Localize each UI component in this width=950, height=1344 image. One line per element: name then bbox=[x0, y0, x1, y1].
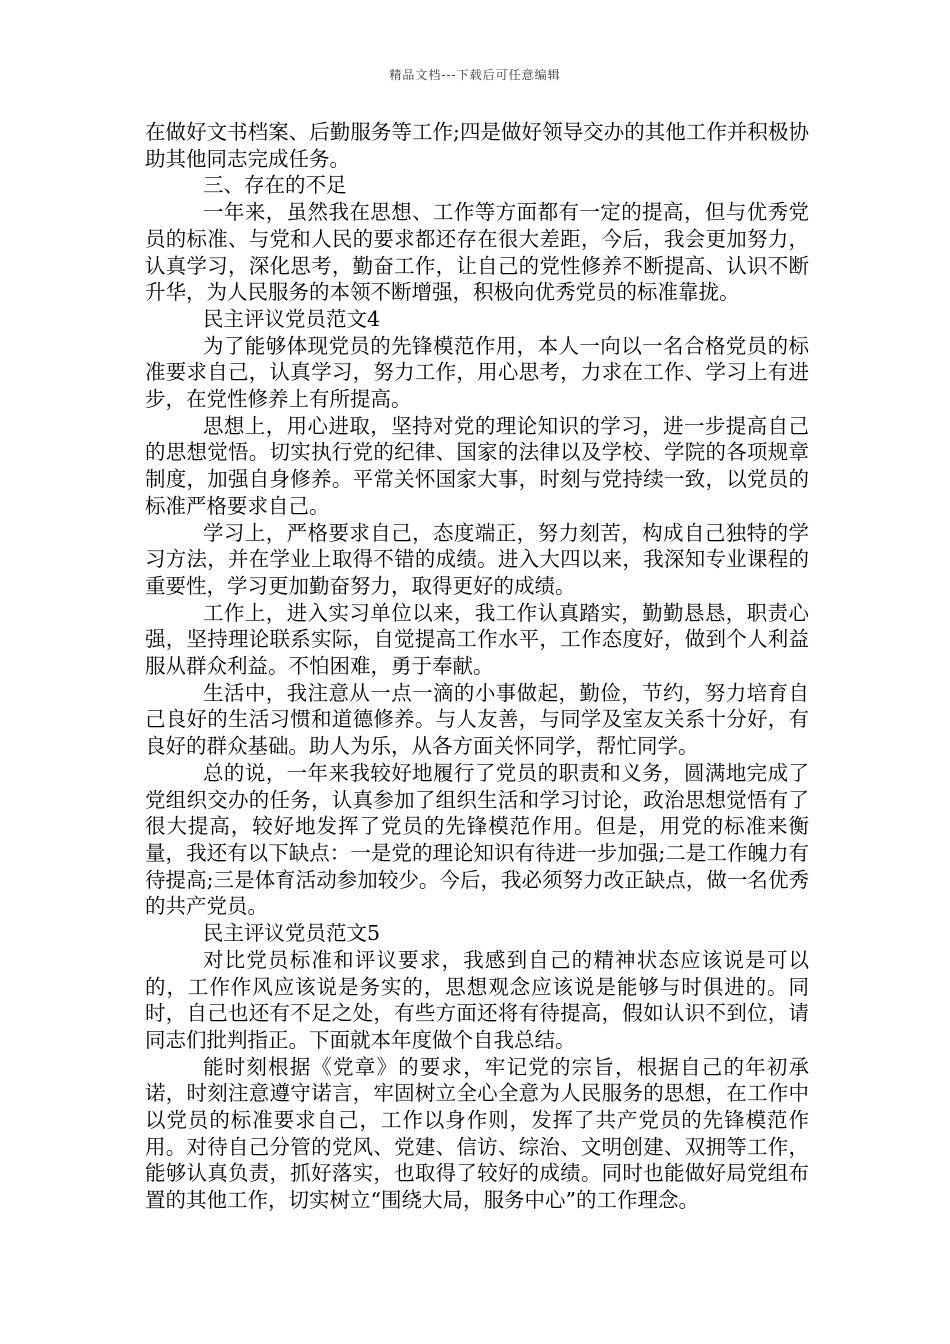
paragraph-summary: 总的说，一年来我较好地履行了党员的职责和义务，圆满地完成了党组织交办的任务，认真参加了组织生活和学习讨论，政治思想觉悟有了很大提高，较好地发挥了党员的先锋模范作用。但是，用党的标准来衡量，我还有以下缺点：一是党的理论知识有待进一步加强;二是工作魄力有待提高;三是体育活动参加较少。今后，我必须努力改正缺点，做一名优秀的共产党员。 bbox=[145, 760, 809, 919]
paragraph-intro-sample-5: 对比党员标准和评议要求，我感到自己的精神状态应该说是可以的，工作作风应该说是务实的，思想观念应该说是能够与时俱进的。同时，自己也还有不足之处，有些方面还将有待提高，假如认识不到位，请同志们批判指正。下面就本年度做个自我总结。 bbox=[145, 947, 809, 1052]
paragraph-study: 学习上，严格要求自己，态度端正，努力刻苦，构成自己独特的学习方法，并在学业上取得不错的成绩。进入大四以来，我深知专业课程的重要性，学习更加勤奋努力，取得更好的成绩。 bbox=[145, 520, 809, 598]
section-heading-shortcomings: 三、存在的不足 bbox=[203, 173, 347, 198]
section-heading-sample-5: 民主评议党员范文5 bbox=[203, 921, 381, 946]
paragraph-party-charter: 能时刻根据《党章》的要求，牢记党的宗旨，根据自己的年初承诺，时刻注意遵守诺言，牢固树立全心全意为人民服务的思想，在工作中以党员的标准要求自己，工作以身作则，发挥了共产党员的先锋模范作用。对待自己分管的党风、党建、信访、综治、文明创建、双拥等工作，能够认真负责，抓好落实，也取得了较好的成绩。同时也能做好局党组布置的其他工作，切实树立“围绕大局，服务中心”的工作理念。 bbox=[145, 1054, 809, 1213]
document-body bbox=[145, 119, 809, 1214]
paragraph-continuation: 在做好文书档案、后勤服务等工作;四是做好领导交办的其他工作并积极协助其他同志完成任务。 bbox=[145, 120, 809, 171]
paragraph-shortcomings: 一年来，虽然我在思想、工作等方面都有一定的提高，但与优秀党员的标准、与党和人民的要求都还存在很大差距，今后，我会更加努力，认真学习，深化思考，勤奋工作，让自己的党性修养不断提高、认识不断升华，为人民服务的本领不断增强，积极向优秀党员的标准靠拢。 bbox=[145, 200, 809, 305]
paragraph-work: 工作上，进入实习单位以来，我工作认真踏实，勤勤恳恳，职责心强，坚持理论联系实际，自觉提高工作水平，工作态度好，做到个人利益服从群众利益。不怕困难，勇于奉献。 bbox=[145, 600, 809, 679]
page-header: 精品文档---下载后可任意编辑 bbox=[389, 68, 561, 82]
paragraph-life: 生活中，我注意从一点一滴的小事做起，勤俭，节约，努力培育自己良好的生活习惯和道德修养。与人友善，与同学及室友关系十分好，有良好的群众基础。助人为乐，从各方面关怀同学，帮忙同学。 bbox=[145, 680, 809, 759]
paragraph-thought: 思想上，用心进取，坚持对党的理论知识的学习，进一步提高自己的思想觉悟。切实执行党的纪律、国家的法律以及学校、学院的各项规章制度，加强自身修养。平常关怀国家大事，时刻与党持续一致，以党员的标准严格要求自己。 bbox=[145, 413, 809, 518]
section-heading-sample-4: 民主评议党员范文4 bbox=[203, 306, 381, 331]
paragraph-intro-sample-4: 为了能够体现党员的先锋模范作用，本人一向以一名合格党员的标准要求自己，认真学习，努力工作，用心思考，力求在工作、学习上有进步，在党性修养上有所提高。 bbox=[145, 333, 809, 412]
